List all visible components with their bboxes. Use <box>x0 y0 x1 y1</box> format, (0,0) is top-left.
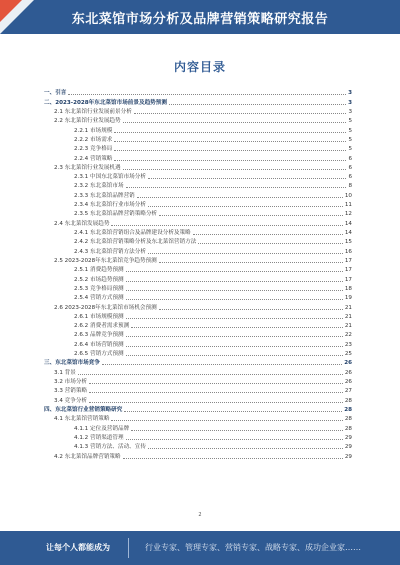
toc-entry-label: 3.3 营销策略 <box>54 388 88 395</box>
toc-leader-dots <box>198 243 343 244</box>
toc-leader-dots <box>111 420 342 421</box>
toc-entry[interactable] <box>44 245 352 254</box>
toc-entry[interactable] <box>44 329 352 338</box>
toc-entry[interactable] <box>44 366 352 375</box>
toc-leader-dots <box>148 253 343 254</box>
document-title: 东北菜馆市场分析及品牌营销策略研究报告 <box>71 12 329 27</box>
toc-entry[interactable] <box>44 124 352 133</box>
toc-entry[interactable] <box>44 422 352 431</box>
toc-leader-dots <box>111 225 342 226</box>
toc-entry-label: 2.4.1 东北菜馆营销组合及品牌建设分析及策略 <box>74 230 191 236</box>
toc-entry-label: 三、东北菜馆市场竞争 <box>44 360 100 367</box>
toc-leader-dots <box>131 327 343 328</box>
toc-entry-page: 25 <box>344 351 352 358</box>
toc-entry[interactable] <box>44 236 352 245</box>
toc-entry-page: 21 <box>344 304 352 311</box>
toc-entry-label: 3.4 竞争分析 <box>54 397 88 404</box>
toc-entry-label: 2.4.2 东北菜馆营销策略分析及东北菜馆营销方法 <box>74 239 197 246</box>
toc-entry-label: 四、东北菜馆行业营销策略研究 <box>44 406 123 413</box>
toc-entry[interactable] <box>44 357 352 366</box>
toc-leader-dots <box>126 439 343 440</box>
toc-entry-label: 4.1.3 营销方法、活动、宣传 <box>74 444 146 451</box>
toc-leader-dots <box>89 383 343 384</box>
toc-heading: 内容目录 <box>173 60 226 74</box>
toc-entry-label: 2.3.3 东北菜馆品牌营销 <box>74 192 135 199</box>
toc-leader-dots <box>169 104 346 105</box>
toc-leader-dots <box>126 318 343 319</box>
toc-entry-label: 一、引言 <box>44 90 67 97</box>
toc-entry-label: 2.5.4 营销方式预测 <box>74 295 124 302</box>
toc-entry-page: 28 <box>344 397 352 404</box>
toc-entry-page: 6 <box>348 155 352 162</box>
toc-entry-label: 2.3.1 中国东北菜馆市场分析 <box>74 174 146 181</box>
toc-leader-dots <box>126 346 343 347</box>
toc-leader-dots <box>126 299 343 300</box>
toc-entry-page: 15 <box>344 239 352 246</box>
toc-entry-label: 2.3.5 东北菜馆品牌营销策略分析 <box>74 211 158 218</box>
toc-leader-dots <box>123 122 347 123</box>
toc-entry-label: 2.2.2 市场需求 <box>74 136 113 143</box>
toc-entry-page: 27 <box>344 388 352 395</box>
toc-leader-dots <box>126 290 343 291</box>
toc-entry-label: 二、2023-2028年东北菜馆市场前景及趋势预测 <box>44 99 167 106</box>
toc-entry[interactable] <box>44 404 352 413</box>
toc-entry-page: 21 <box>344 313 352 320</box>
toc-entry-page: 29 <box>344 444 352 451</box>
toc-entry-label: 4.1 东北菜馆营销策略 <box>54 416 110 423</box>
toc-leader-dots <box>126 187 347 188</box>
toc-entry-label: 2.2.4 营销策略 <box>74 155 113 162</box>
toc-entry-page: 3 <box>348 99 352 106</box>
toc-entry-label: 2.4.3 东北菜馆营销方法分析 <box>74 248 146 255</box>
toc-entry-page: 28 <box>344 406 352 413</box>
toc-leader-dots <box>159 262 343 263</box>
toc-entry[interactable] <box>44 413 352 422</box>
toc-leader-dots <box>148 448 343 449</box>
toc-entry[interactable] <box>44 217 352 226</box>
toc-entry[interactable] <box>44 283 352 292</box>
toc-entry-page: 12 <box>344 211 352 218</box>
toc-entry-label: 3.1 背景 <box>54 369 76 376</box>
toc-entry[interactable] <box>44 189 352 198</box>
table-of-contents <box>44 87 352 460</box>
toc-entry[interactable] <box>44 394 352 403</box>
toc-entry[interactable] <box>44 376 352 385</box>
toc-leader-dots <box>193 234 343 235</box>
toc-entry-label: 2.6.5 营销方式预测 <box>74 351 124 358</box>
toc-leader-dots <box>137 197 343 198</box>
toc-entry[interactable] <box>44 134 352 143</box>
toc-leader-dots <box>123 458 343 459</box>
toc-entry-page: 18 <box>344 285 352 292</box>
toc-leader-dots <box>126 336 343 337</box>
toc-entry-page: 28 <box>344 416 352 423</box>
toc-entry-label: 4.1.1 定位及营销品牌 <box>74 425 130 432</box>
toc-leader-dots <box>114 132 346 133</box>
toc-entry[interactable] <box>44 106 352 115</box>
toc-entry[interactable] <box>44 115 352 124</box>
toc-entry-label: 4.1.2 营销渠道管理 <box>74 434 124 441</box>
toc-entry-label: 2.2.3 竞争格局 <box>74 146 113 153</box>
toc-entry-label: 2.4 东北菜馆发展趋势 <box>54 220 110 227</box>
toc-entry-page: 8 <box>348 183 352 190</box>
toc-leader-dots <box>124 411 342 412</box>
toc-entry[interactable] <box>44 320 352 329</box>
toc-entry-page: 3 <box>348 108 352 115</box>
toc-entry-page: 5 <box>348 136 352 143</box>
toc-leader-dots <box>89 392 343 393</box>
toc-entry-label: 2.6.2 消费者需求预测 <box>74 323 130 330</box>
toc-entry-label: 2.6 2023-2028年东北菜馆市场机会预测 <box>54 304 157 311</box>
toc-entry[interactable] <box>44 301 352 310</box>
toc-entry-page: 16 <box>344 248 352 255</box>
toc-entry-page: 26 <box>344 369 352 376</box>
toc-leader-dots <box>126 271 343 272</box>
toc-entry-page: 6 <box>348 164 352 171</box>
toc-entry-page: 28 <box>344 425 352 432</box>
toc-entry-page: 17 <box>344 276 352 283</box>
top-banner <box>0 0 400 34</box>
toc-entry-page: 5 <box>348 127 352 134</box>
toc-entry-page: 29 <box>344 434 352 441</box>
toc-entry[interactable] <box>44 143 352 152</box>
toc-leader-dots <box>126 355 343 356</box>
toc-entry[interactable] <box>44 432 352 441</box>
toc-entry-page: 10 <box>344 192 352 199</box>
toc-entry-page: 3 <box>348 90 352 97</box>
toc-entry-label: 2.1 东北菜馆行业发展前景分析 <box>54 108 132 115</box>
toc-entry-label: 2.3 东北菜馆行业发展机遇 <box>54 164 121 171</box>
toc-entry-page: 6 <box>348 174 352 181</box>
toc-entry-page: 17 <box>344 257 352 264</box>
toc-entry[interactable] <box>44 227 352 236</box>
toc-entry-page: 17 <box>344 267 352 274</box>
page-number: 2 <box>198 512 202 518</box>
toc-entry[interactable] <box>44 199 352 208</box>
toc-entry-label: 2.2 东北菜馆行业发展趋势 <box>54 118 121 125</box>
toc-entry[interactable] <box>44 87 352 96</box>
bottom-banner <box>0 531 400 565</box>
toc-leader-dots <box>123 169 347 170</box>
toc-entry-label: 2.5 2023-2028年东北菜馆竞争趋势预测 <box>54 257 157 264</box>
toc-leader-dots <box>134 113 347 114</box>
toc-leader-dots <box>102 364 342 365</box>
toc-entry-label: 2.5.2 市场趋势预测 <box>74 276 124 283</box>
toc-leader-dots <box>126 281 343 282</box>
toc-entry-label: 2.6.4 市场营销预测 <box>74 341 124 348</box>
toc-leader-dots <box>89 402 343 403</box>
toc-entry-label: 2.3.4 东北菜馆行业市场分析 <box>74 202 146 209</box>
toc-entry-page: 11 <box>344 202 352 209</box>
footer-slogan-right: 行业专家、管理专家、营销专家、战略专家、成功企业家…… <box>145 543 361 552</box>
toc-entry-label: 3.2 市场分析 <box>54 379 88 385</box>
toc-entry-label: 2.2.1 市场规模 <box>74 127 113 134</box>
toc-leader-dots <box>114 141 346 142</box>
toc-entry[interactable] <box>44 255 352 264</box>
toc-entry-label: 2.5.3 竞争格局预测 <box>74 285 124 292</box>
toc-entry-page: 26 <box>344 360 352 367</box>
toc-entry-label: 2.5.1 消费趋势预测 <box>74 267 124 274</box>
toc-entry-label: 2.6.1 市场规模预测 <box>74 313 124 320</box>
toc-leader-dots <box>114 160 346 161</box>
toc-entry[interactable] <box>44 162 352 171</box>
footer-divider <box>128 538 140 558</box>
toc-entry[interactable] <box>44 171 352 180</box>
toc-leader-dots <box>68 94 346 95</box>
toc-entry-label: 2.3.2 东北菜馆市场 <box>74 183 124 190</box>
toc-entry-page: 5 <box>348 146 352 153</box>
toc-leader-dots <box>114 150 346 151</box>
toc-entry[interactable] <box>44 348 352 357</box>
toc-leader-dots <box>78 374 343 375</box>
toc-entry-page: 21 <box>344 323 352 330</box>
toc-entry-page: 14 <box>344 230 352 236</box>
toc-leader-dots <box>159 309 343 310</box>
toc-entry[interactable] <box>44 208 352 217</box>
toc-entry-page: 29 <box>344 453 352 460</box>
toc-entry[interactable] <box>44 273 352 282</box>
toc-entry-page: 23 <box>344 341 352 348</box>
toc-entry[interactable] <box>44 338 352 347</box>
toc-entry-label: 2.6.3 品牌竞争预测 <box>74 332 124 339</box>
toc-entry[interactable] <box>44 385 352 394</box>
toc-entry-label: 4.2 东北菜馆品牌营销策略 <box>54 453 121 460</box>
toc-entry[interactable] <box>44 441 352 450</box>
footer-slogan-left: 让每个人都能成为 <box>46 543 110 552</box>
toc-leader-dots <box>159 215 343 216</box>
toc-leader-dots <box>148 206 343 207</box>
toc-entry[interactable] <box>44 180 352 189</box>
toc-entry[interactable] <box>44 264 352 273</box>
toc-entry-page: 22 <box>344 332 352 339</box>
toc-entry[interactable] <box>44 96 352 105</box>
toc-leader-dots <box>131 430 343 431</box>
toc-entry[interactable] <box>44 152 352 161</box>
toc-entry-page: 26 <box>344 379 352 385</box>
toc-entry[interactable] <box>44 311 352 320</box>
toc-entry-page: 19 <box>344 295 352 302</box>
toc-entry-page: 5 <box>348 118 352 125</box>
toc-entry[interactable] <box>44 450 352 459</box>
toc-leader-dots <box>148 178 346 179</box>
toc-entry-page: 14 <box>344 220 352 227</box>
toc-entry[interactable] <box>44 292 352 301</box>
